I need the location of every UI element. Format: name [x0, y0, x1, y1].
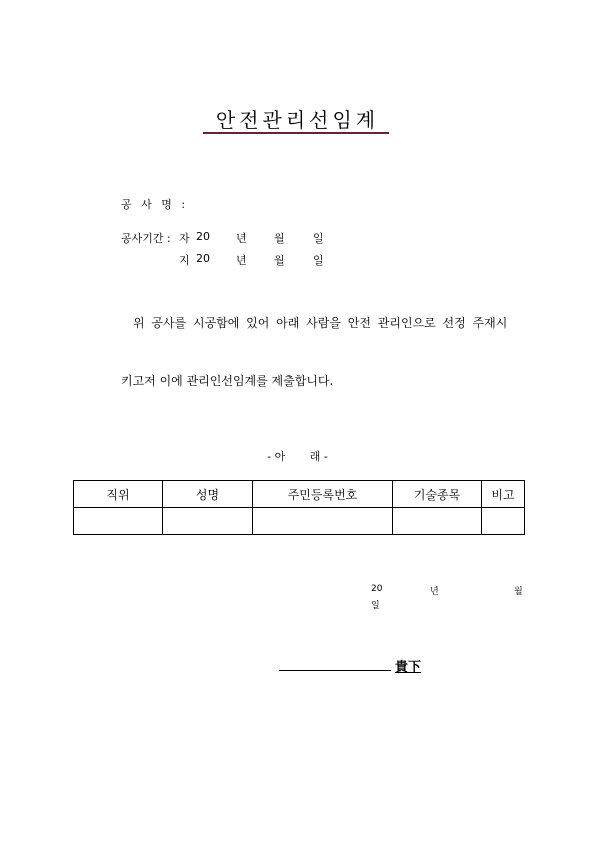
period-from-day-unit: 일	[313, 232, 324, 245]
body-paragraph-line-2: 키고저 이에 관리인선임계를 제출합니다.	[121, 374, 334, 388]
period-label: 공사기간 :	[121, 232, 171, 245]
title-underline	[203, 132, 389, 134]
period-to-month-unit: 월	[274, 254, 285, 267]
period-to-year-unit: 년	[236, 254, 247, 267]
date-day-unit: 일	[371, 601, 380, 611]
period-to-day-unit: 일	[313, 254, 324, 267]
date-month-unit: 월	[514, 587, 523, 597]
date-century: 20	[371, 584, 383, 594]
personnel-table	[73, 480, 525, 535]
header-technical-field: 기술종목	[393, 481, 482, 508]
cell-resident-number[interactable]	[253, 508, 393, 535]
project-name-label: 공 사 명 :	[121, 198, 189, 211]
cell-position[interactable]	[74, 508, 163, 535]
table-header-row	[74, 481, 525, 508]
header-position: 직위	[74, 481, 163, 508]
period-from-month-unit: 월	[274, 232, 285, 245]
period-from-prefix: 자	[179, 232, 190, 245]
below-heading: - 아 래 -	[267, 450, 328, 463]
date-year-unit: 년	[430, 587, 439, 597]
addressee-suffix: 貴下	[395, 660, 422, 675]
period-to-prefix: 지	[179, 254, 190, 267]
header-resident-number: 주민등록번호	[253, 481, 393, 508]
period-from-century: 20	[196, 230, 210, 243]
document-title: 안전관리선임계	[215, 108, 380, 132]
header-remarks: 비고	[482, 481, 525, 508]
header-name: 성명	[163, 481, 253, 508]
period-from-year-unit: 년	[236, 232, 247, 245]
cell-name[interactable]	[163, 508, 253, 535]
addressee-line	[279, 670, 391, 671]
body-paragraph-line-1: 위 공사를 시공함에 있어 아래 사람을 안전 관리인으로 선정 주재시	[133, 316, 508, 330]
table-row	[74, 508, 525, 535]
cell-remarks[interactable]	[482, 508, 525, 535]
period-to-century: 20	[196, 252, 210, 265]
cell-technical-field[interactable]	[393, 508, 482, 535]
